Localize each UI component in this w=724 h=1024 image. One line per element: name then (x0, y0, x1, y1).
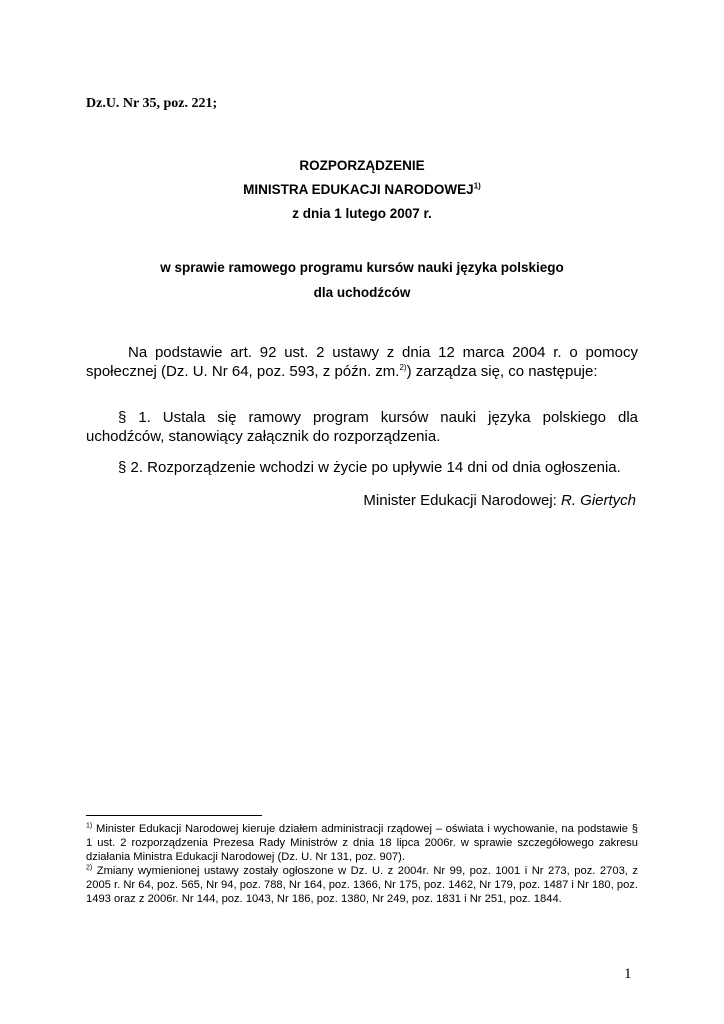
footnote-mark: 2) (86, 864, 93, 872)
footnote-ref-2[interactable]: 2) (399, 363, 407, 372)
paragraph-2: § 2. Rozporządzenie wchodzi w życie po upływie 14 dni od dnia ogłoszenia. (118, 459, 621, 476)
footnote-separator (86, 815, 262, 816)
journal-reference: Dz.U. Nr 35, poz. 221; (86, 96, 218, 111)
legal-basis-text-end: ) zarządza się, co następuje: (406, 363, 598, 380)
footnote-2 (86, 864, 638, 906)
document-date: z dnia 1 lutego 2007 r. (292, 206, 432, 221)
signature-name: R. Giertych (560, 492, 636, 509)
signature-title: Minister Edukacji Narodowej: (363, 492, 561, 509)
issuing-authority (86, 182, 638, 197)
footnote-text: Zmiany wymienionej ustawy zostały ogłoszone w Dz. U. z 2004r. Nr 99, poz. 1001 i Nr 273, poz. 2703, z 2005 r. Nr 64, poz. 565, Nr 94, poz. 788, Nr 164, poz. 1366, Nr 175, poz. 1462, Nr 179, poz. 1487 i Nr 180, poz. 1493 oraz z 2006r. Nr 144, poz. 1043, Nr 186, poz. 1380, Nr 249, poz. 1831 i Nr 251, poz. 1844. (86, 865, 638, 905)
issuing-authority-text: MINISTRA EDUKACJI NARODOWEJ (243, 182, 474, 197)
document-title: ROZPORZĄDZENIE (299, 158, 425, 173)
footnote-1 (86, 822, 638, 864)
page-number: 1 (624, 966, 632, 982)
legal-basis-text: Na podstawie art. 92 ust. 2 ustawy z dnia 12 marca 2004 r. o pomocy społecznej (Dz. U. Nr 64, poz. 593, z późn. zm. (86, 344, 638, 380)
document-subject-line1: w sprawie ramowego programu kursów nauki języka polskiego (160, 260, 564, 275)
footnote-text: Minister Edukacji Narodowej kieruje działem administracji rządowej – oświata i wychowanie, na podstawie § 1 ust. 2 rozporządzenia Prezesa Rady Ministrów z dnia 18 lipca 2006r. w sprawie szczegółowego zakresu działania Ministra Edukacji Narodowej (Dz. U. Nr 131, poz. 907). (86, 823, 638, 863)
paragraph-1: § 1. Ustala się ramowy program kursów nauki języka polskiego dla uchodźców, stanowiący załącznik do rozporządzenia. (86, 409, 638, 445)
legal-basis-paragraph (86, 343, 638, 381)
footnote-mark: 1) (86, 822, 93, 830)
document-subject-line2: dla uchodźców (313, 285, 411, 300)
signature (86, 492, 636, 509)
footnote-ref-1[interactable]: 1) (473, 181, 481, 191)
